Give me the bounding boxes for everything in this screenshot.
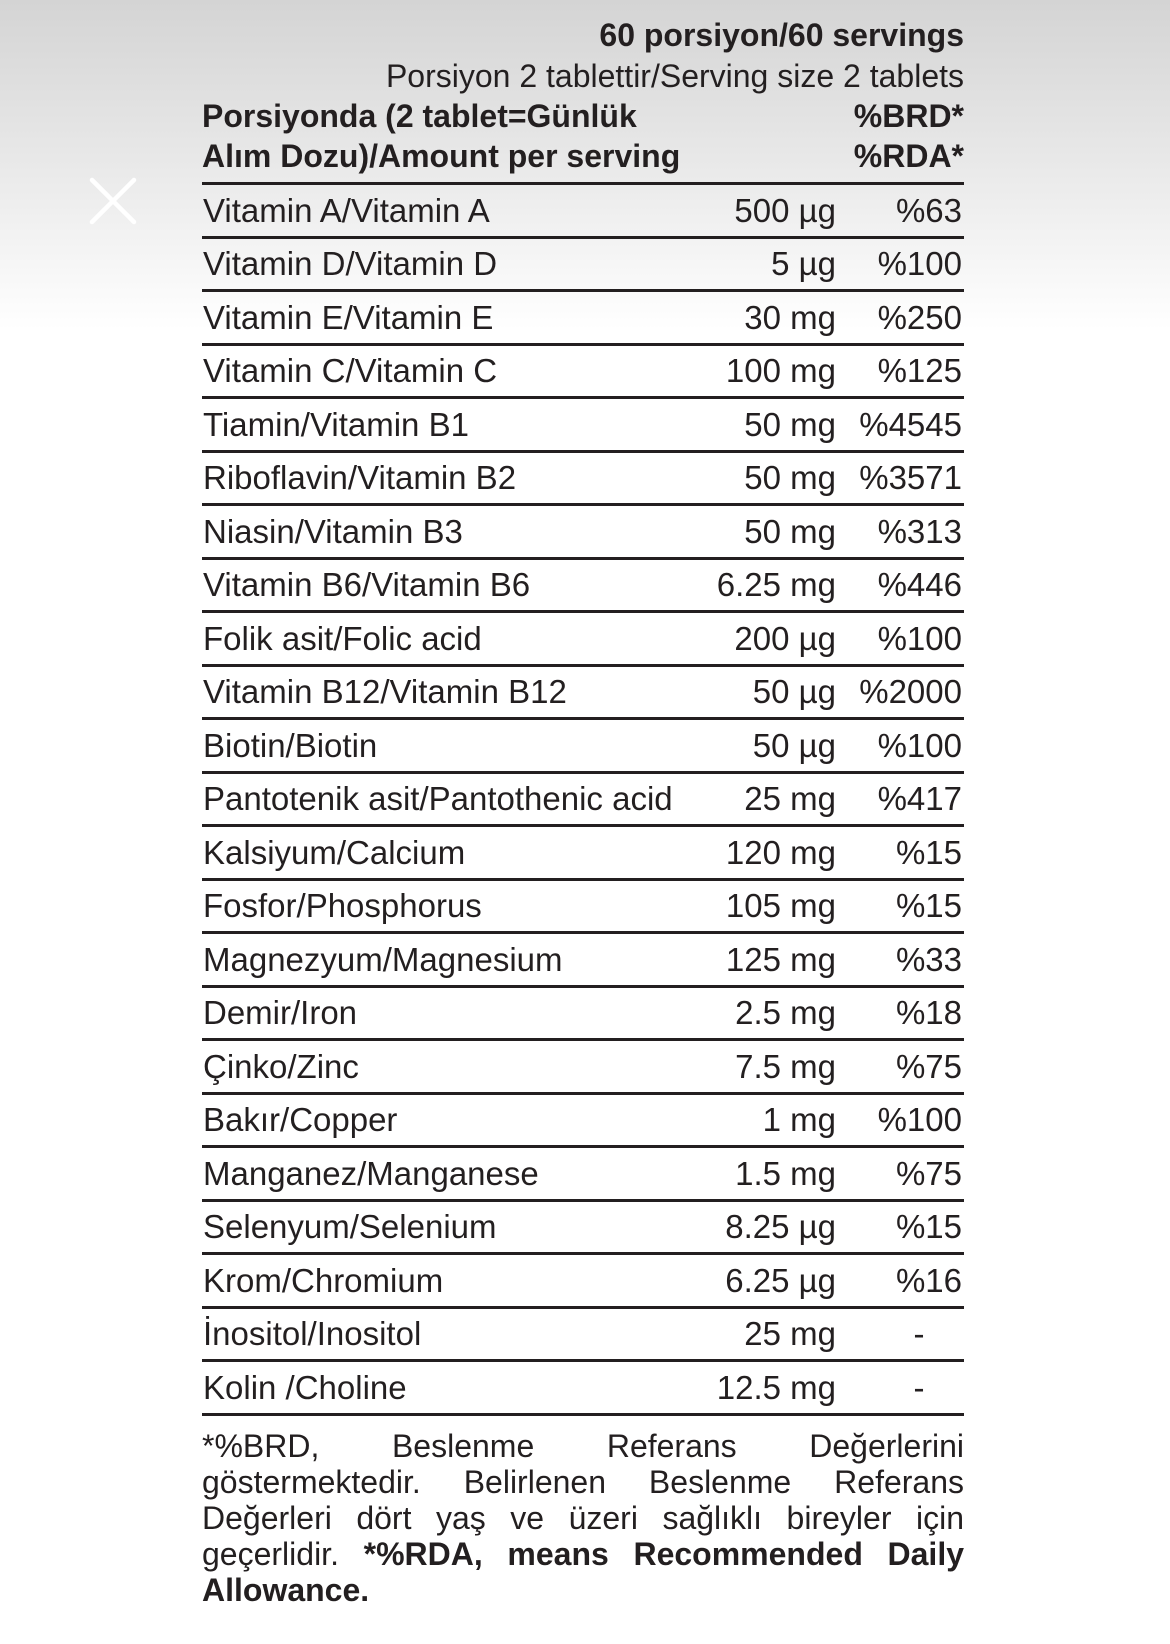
table-row [202,1095,964,1149]
table-row [202,1148,964,1202]
nutrient-rda: %63 [895,191,962,229]
nutrient-amount: 50 mg [744,512,836,550]
table-row [202,560,964,614]
nutrient-rda: %100 [877,726,962,764]
footnote-turkish: *%BRD, Beslenme Referans Değerlerini göstermektedir. Belirlenen Beslenme Referans Değerleri dört yaş ve üzeri sağlıklı bireyler için geçerlidir. [202,1427,964,1572]
nutrient-amount: 50 mg [744,459,836,497]
table-row [202,827,964,881]
amount-label-line2: Alım Dozu)/Amount per serving [202,138,681,174]
amount-per-serving-label [202,96,762,176]
nutrient-name: Folik asit/Folic acid [203,619,482,657]
nutrient-rda: %446 [877,566,962,604]
table-row [202,1041,964,1095]
table-row [202,399,964,453]
nutrient-amount: 8.25 µg [725,1208,836,1246]
table-row [202,239,964,293]
footnote-english: *%RDA, means Recommended Daily Allowance. [202,1535,965,1608]
nutrient-rda: %18 [895,994,962,1032]
nutrient-amount: 50 µg [752,726,836,764]
nutrient-name: Riboflavin/Vitamin B2 [203,459,517,497]
nutrient-rda: %4545 [859,405,962,443]
table-row [202,506,964,560]
nutrient-name: Selenyum/Selenium [203,1208,497,1246]
table-row [202,667,964,721]
nutrient-amount: 6.25 µg [725,1261,836,1299]
nutrient-amount: 7.5 mg [735,1047,836,1085]
nutrient-amount: 120 mg [725,833,836,871]
nutrient-amount: 6.25 mg [716,566,836,604]
nutrient-rda: %15 [895,887,962,925]
amount-label-line1: Porsiyonda (2 tablet=Günlük [202,98,637,134]
table-row [202,1202,964,1256]
nutrient-rda: %15 [895,1208,962,1246]
nutrient-name: Pantotenik asit/Pantothenic acid [203,780,673,818]
nutrient-name: Manganez/Manganese [203,1154,539,1192]
nutrient-name: Kolin /Choline [203,1368,407,1406]
nutrient-rda: %75 [895,1047,962,1085]
nutrient-name: Vitamin B6/Vitamin B6 [203,566,531,604]
nutrient-name: Fosfor/Phosphorus [203,887,482,925]
table-row [202,453,964,507]
nutrient-amount: 500 µg [734,191,836,229]
table-row [202,613,964,667]
nutrient-name: Tiamin/Vitamin B1 [203,405,469,443]
nutrient-name: Vitamin D/Vitamin D [203,245,498,283]
nutrient-amount: 25 mg [744,1315,836,1353]
nutrient-name: Çinko/Zinc [203,1047,359,1085]
table-row [202,292,964,346]
nutrient-rda: %2000 [859,673,962,711]
nutrient-amount: 25 mg [744,780,836,818]
nutrient-rda: %33 [895,940,962,978]
servings-count: 60 porsiyon/60 servings [599,17,964,53]
brd-label: %BRD* [853,98,964,134]
nutrient-amount: 2.5 mg [735,994,836,1032]
nutrient-rda: %100 [877,619,962,657]
table-row [202,988,964,1042]
nutrient-name: Vitamin E/Vitamin E [203,298,494,336]
nutrient-amount: 200 µg [734,619,836,657]
nutrient-name: Vitamin B12/Vitamin B12 [203,673,567,711]
nutrient-amount: 50 mg [744,405,836,443]
nutrient-amount: 12.5 mg [716,1368,836,1406]
nutrient-name: Vitamin C/Vitamin C [203,352,498,390]
nutrient-amount: 50 µg [752,673,836,711]
close-button[interactable] [88,176,138,226]
nutrient-rda: - [913,1315,925,1353]
nutrient-rda: - [913,1368,925,1406]
table-row [202,720,964,774]
rda-label: %RDA* [853,138,964,174]
nutrient-table [202,185,964,1416]
nutrient-rda: %100 [877,1101,962,1139]
table-row [202,346,964,400]
nutrient-name: Krom/Chromium [203,1261,444,1299]
nutrient-name: Biotin/Biotin [203,726,378,764]
nutrient-amount: 1 mg [762,1101,836,1139]
nutrient-name: Kalsiyum/Calcium [203,833,466,871]
supplement-facts-panel [202,14,964,1608]
nutrient-rda: %417 [877,780,962,818]
nutrient-name: Niasin/Vitamin B3 [203,512,463,550]
nutrient-name: Vitamin A/Vitamin A [203,191,490,229]
table-row [202,1309,964,1363]
serving-size: Porsiyon 2 tablettir/Serving size 2 tablets [385,58,964,94]
table-row [202,881,964,935]
nutrient-amount: 125 mg [725,940,836,978]
close-icon [88,176,138,226]
nutrient-rda: %3571 [859,459,962,497]
table-row [202,1362,964,1416]
nutrient-rda: %15 [895,833,962,871]
nutrient-rda: %16 [895,1261,962,1299]
nutrient-amount: 105 mg [725,887,836,925]
nutrient-rda: %250 [877,298,962,336]
footnote [202,1428,964,1608]
nutrient-name: İnositol/Inositol [203,1315,422,1353]
amount-header [202,96,964,185]
nutrient-amount: 100 mg [725,352,836,390]
nutrient-rda: %100 [877,245,962,283]
nutrient-amount: 1.5 mg [735,1154,836,1192]
table-row [202,774,964,828]
nutrient-name: Bakır/Copper [203,1101,398,1139]
nutrient-amount: 5 µg [771,245,836,283]
nutrient-name: Magnezyum/Magnesium [203,940,563,978]
nutrient-rda: %125 [877,352,962,390]
table-row [202,185,964,239]
table-row [202,1255,964,1309]
table-row [202,934,964,988]
nutrient-rda: %313 [877,512,962,550]
nutrient-name: Demir/Iron [203,994,358,1032]
nutrient-amount: 30 mg [744,298,836,336]
nutrient-rda: %75 [895,1154,962,1192]
rda-header [854,96,964,176]
